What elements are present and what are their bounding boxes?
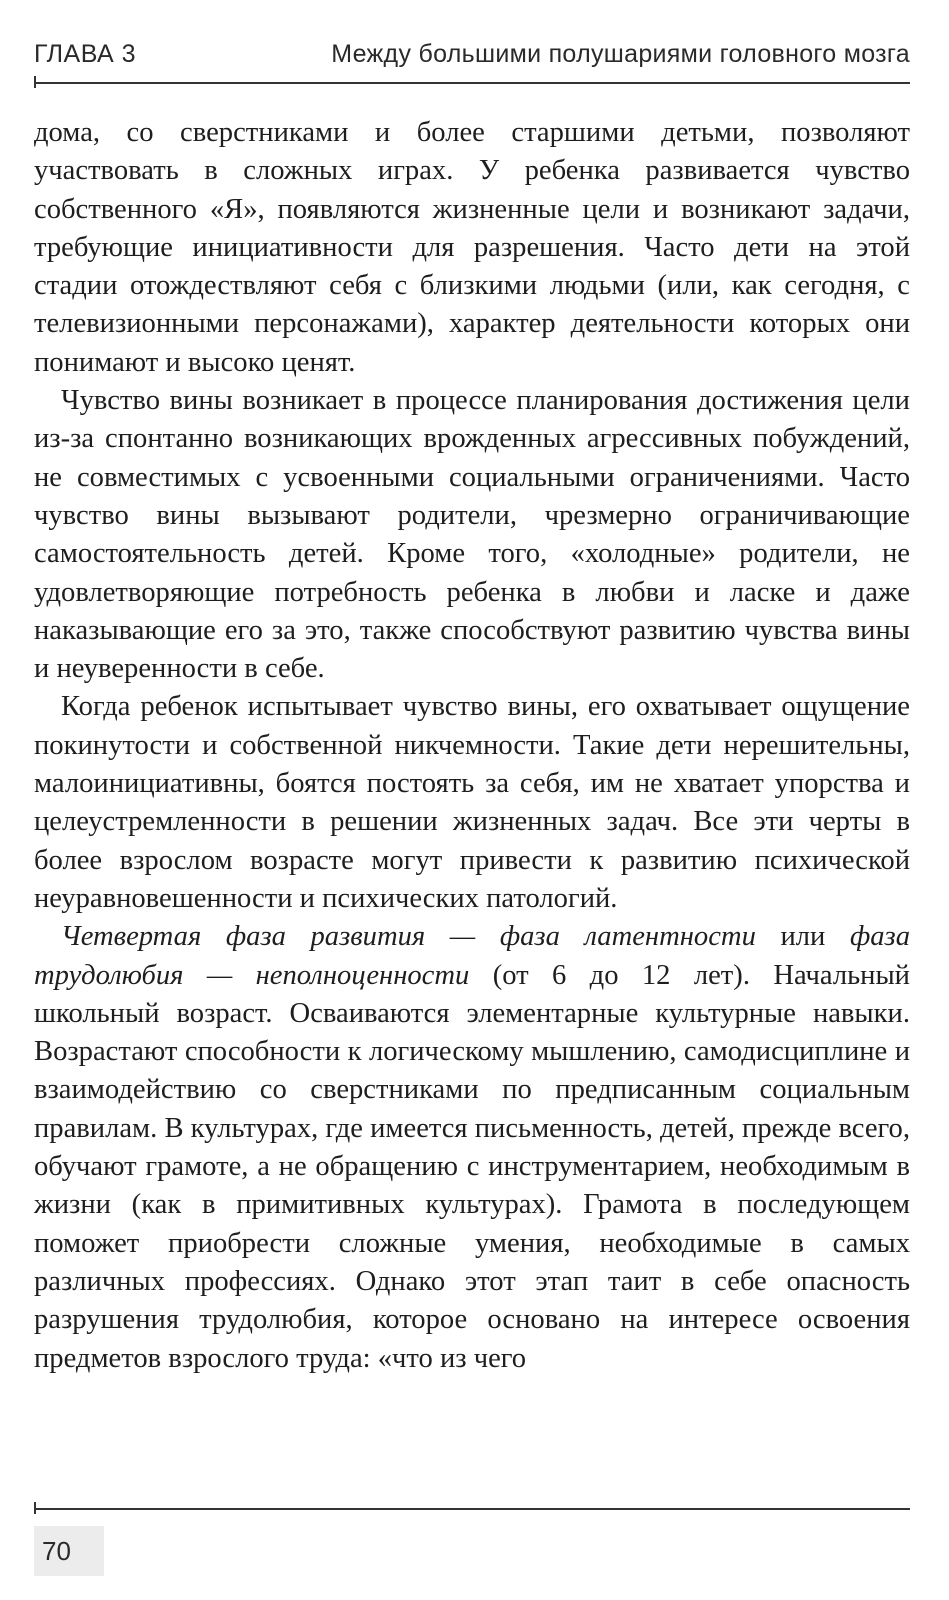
chapter-label: ГЛАВА 3 (34, 40, 137, 68)
running-head (34, 40, 910, 74)
body-text (34, 114, 910, 1378)
paragraph-1: дома, со сверстниками и более старшими детьми, позволяют участвовать в сложных играх. У ребенка развивается чувство собственного «Я», появляются жизненные цели и возникают задачи, требующие инициативности для разрешения. Часто дети на этой стадии отождествляют себя с близкими людьми (или, как сегодня, с телевизионными персонажами), характер деятельности которых они понимают и высоко ценят. (34, 117, 910, 378)
chapter-title: Между большими полушариями головного мозга (331, 40, 910, 68)
phase-connector: или (755, 921, 850, 953)
footer-rule (34, 1508, 910, 1510)
page-number: 70 (34, 1526, 104, 1576)
phase-term-latency: Четвертая фаза развития — фаза латентности (61, 921, 756, 953)
paragraph-4-text: (от 6 до 12 лет). Начальный школьный возраст. Осваиваются элементарные культурные навыки. Возрастают способности к логическому мышлению, самодисциплине и взаимодействию со сверстниками по предписанным социальным правилам. В культурах, где имеется письменность, детей, прежде всего, обучают грамоте, а не обращению с инструментарием, необходимым в жизни (как в примитивных культурах). Грамота в последующем поможет приобрести сложные умения, необходимые в самых различных профессиях. Однако этот этап таит в себе опасность разрушения трудолюбия, которое основано на интересе освоения предметов взрослого труда: «что из чего (34, 959, 910, 1374)
paragraph-4 (34, 918, 910, 1378)
phase-term-industry: фаза трудолюбия — неполноценности (34, 921, 910, 991)
header-rule (34, 82, 910, 84)
paragraph-3: Когда ребенок испытывает чувство вины, его охватывает ощущение покинутости и собственной никчемности. Такие дети нерешительны, малоинициативны, боятся постоять за себя, им не хватает упорства и целеустремленности в решении жизненных задач. Все эти черты в более взрослом возрасте могут привести к развитию психической неуравновешенности и психических патологий. (34, 691, 910, 914)
paragraph-2: Чувство вины возникает в процессе планирования достижения цели из-за спонтанно возникающих врожденных агрессивных побуждений, не совместимых с усвоенными социальными ограничениями. Часто чувство вины вызывают родители, чрезмерно ограничивающие самостоятельность детей. Кроме того, «холодные» родители, не удовлетворяющие потребность ребенка в любви и ласке и даже наказывающие его за это, также способствуют развитию чувства вины и неуверенности в себе. (34, 385, 910, 685)
